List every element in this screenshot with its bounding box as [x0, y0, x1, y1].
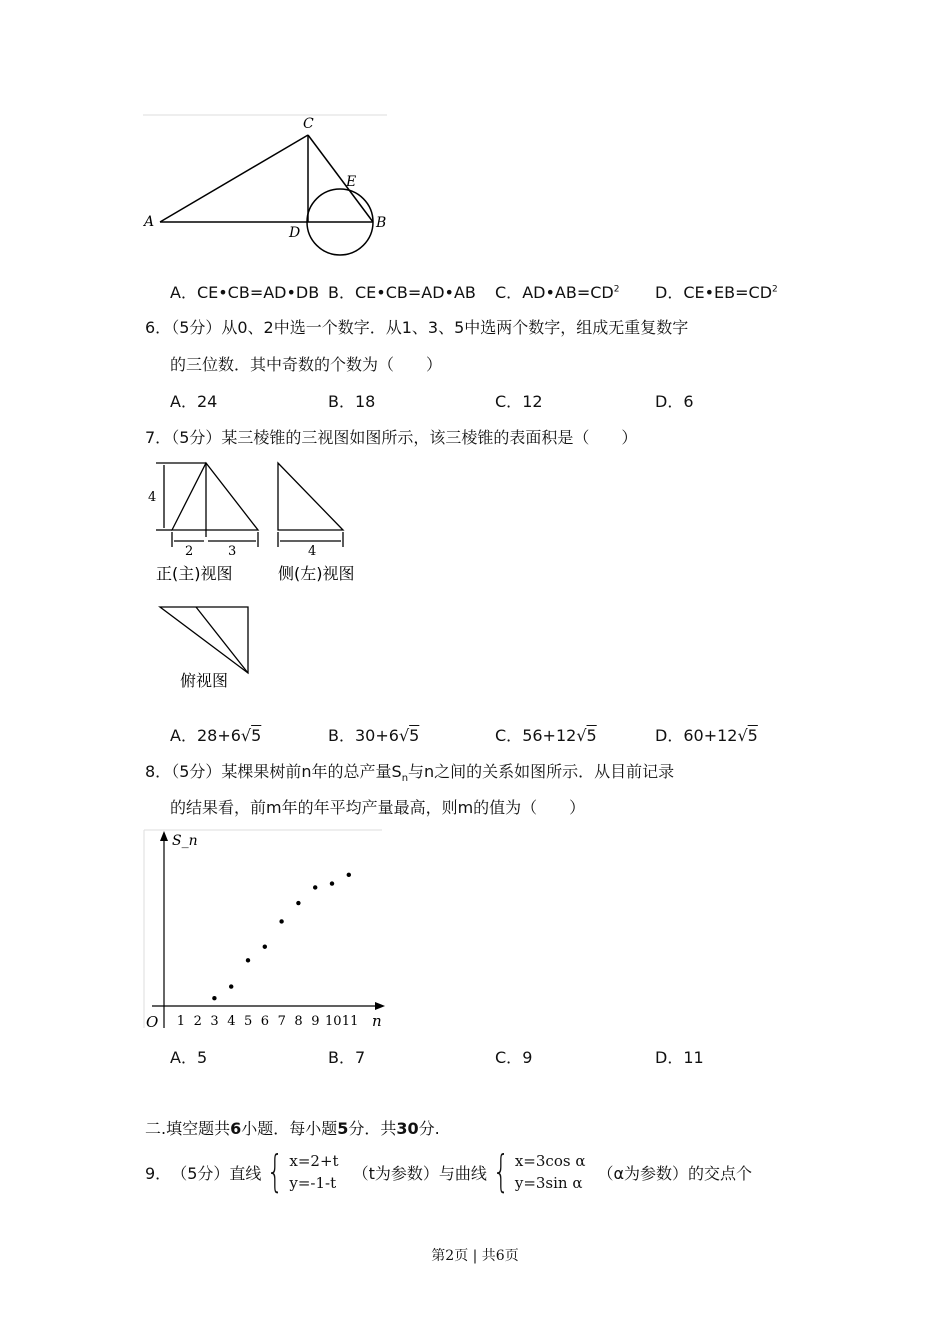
y-axis-arrow — [160, 831, 168, 841]
x-tick-label: 5 — [244, 1014, 253, 1029]
option-label: B． — [328, 1048, 355, 1067]
question-score: （5分） — [171, 318, 222, 337]
q8-scatter-chart — [140, 828, 390, 1033]
x-tick-label: 10 — [325, 1014, 342, 1029]
option-c[interactable] — [495, 280, 619, 303]
question-score: （5分） — [171, 1163, 230, 1183]
heading-num: 30 — [396, 1119, 419, 1138]
x-tick-label: 6 — [260, 1014, 270, 1029]
dim-side: 4 — [308, 544, 317, 559]
option-text: 18 — [354, 392, 376, 411]
heading-text: 分．共 — [348, 1119, 397, 1138]
radicand: 5 — [251, 726, 262, 745]
option-text: 11 — [683, 1048, 704, 1067]
heading-text: 分. — [418, 1119, 440, 1138]
option-text: 30+6 — [354, 726, 399, 745]
q6-stem-line2: 的三位数．其中奇数的个数为（ ） — [170, 355, 443, 374]
q5-geometry-figure — [140, 110, 390, 260]
option-text: AD•AB=CD — [522, 283, 614, 302]
q6-option-c[interactable] — [495, 389, 543, 412]
q6-option-b[interactable] — [328, 389, 375, 412]
x-tick-label: 3 — [210, 1014, 219, 1029]
heading-num: 6 — [230, 1119, 242, 1138]
q7-option-c[interactable]: C．56+12√5 — [495, 726, 597, 745]
option-label: A． — [170, 392, 197, 411]
curve-parametric-system: { x=3cos α y=3sin α — [492, 1146, 586, 1197]
q7-option-b[interactable]: B．30+6√5 — [328, 726, 420, 745]
data-point — [229, 984, 233, 988]
option-b[interactable] — [328, 280, 476, 303]
dim-right: 3 — [228, 544, 237, 559]
data-point — [279, 919, 283, 923]
label-D: D — [289, 225, 301, 241]
option-label: A． — [170, 726, 197, 745]
x-tick-label: 11 — [341, 1014, 359, 1029]
option-text: 28+6 — [196, 726, 241, 745]
question-text: 某三棱锥的三视图如图所示，该三棱锥的表面积是（ ） — [221, 428, 638, 447]
x-tick-label: 9 — [311, 1014, 320, 1029]
subscript: n — [401, 773, 409, 785]
option-text: CE•CB=AD•AB — [354, 283, 476, 302]
superscript: 2 — [772, 284, 778, 295]
caption-side-view: 侧(左)视图 — [278, 564, 355, 583]
x-tick-label: 7 — [277, 1014, 286, 1029]
origin-label: O — [146, 1013, 159, 1031]
label-C: C — [303, 116, 314, 132]
option-label: A． — [170, 283, 197, 302]
caption-top-view: 俯视图 — [180, 671, 229, 690]
data-point — [263, 945, 267, 949]
dim-height: 4 — [148, 490, 157, 505]
option-text: 7 — [354, 1048, 366, 1067]
option-text: 5 — [196, 1048, 208, 1067]
option-label: D． — [655, 1048, 684, 1067]
option-label: D． — [655, 392, 684, 411]
equation: x=2+t — [289, 1152, 339, 1170]
data-point — [347, 873, 351, 877]
x-tick-label: 8 — [294, 1014, 303, 1029]
question-text: 从0、2中选一个数字．从1、3、5中选两个数字，组成无重复数字 — [221, 318, 689, 337]
q8-option-a[interactable] — [170, 1045, 207, 1068]
option-label: B． — [328, 726, 355, 745]
option-label: C． — [495, 1048, 523, 1067]
question-number: 8． — [145, 762, 172, 781]
question-score: （5分） — [171, 762, 222, 781]
data-point — [246, 958, 250, 962]
question-number: 6． — [145, 318, 172, 337]
q8-stem-line1 — [145, 759, 674, 784]
equation: y=-1-t — [289, 1174, 337, 1192]
option-text: 6 — [683, 392, 694, 411]
equation: x=3cos α — [514, 1152, 586, 1170]
equation: y=3sin α — [514, 1174, 583, 1192]
option-label: C． — [495, 392, 523, 411]
line-parametric-system: { x=2+t y=-1-t — [266, 1146, 339, 1197]
q7-three-views-figure — [140, 455, 380, 695]
page-footer: 第2页 | 共6页 — [431, 1248, 519, 1264]
dim-left: 2 — [185, 544, 194, 559]
y-axis-label: S_n — [172, 833, 198, 849]
question-number: 9． — [145, 1163, 172, 1183]
q6-option-d[interactable] — [655, 389, 694, 412]
option-label: D． — [655, 726, 684, 745]
option-d[interactable] — [655, 280, 778, 303]
x-tick-label: 4 — [227, 1014, 236, 1029]
option-text: CE•CB=AD•DB — [196, 283, 320, 302]
section-heading — [145, 1116, 440, 1139]
heading-text: 二.填空题共 — [145, 1119, 231, 1138]
q7-option-a[interactable]: A．28+6√5 — [170, 726, 262, 745]
question-text: 某棵果树前n年的总产量S — [221, 762, 402, 781]
option-text: 12 — [522, 392, 543, 411]
q7-option-d[interactable]: D．60+12√5 — [655, 726, 758, 745]
label-B: B — [376, 215, 387, 231]
q8-option-b[interactable] — [328, 1045, 365, 1068]
label-A: A — [144, 214, 155, 230]
option-label: C． — [495, 726, 523, 745]
option-text: 56+12 — [522, 726, 577, 745]
question-text: 直线 — [229, 1163, 262, 1183]
question-number: 7． — [145, 428, 172, 447]
option-text: CE•EB=CD — [683, 283, 773, 302]
q8-stem-line2: 的结果看，前m年的年平均产量最高，则m的值为（ ） — [170, 798, 586, 817]
option-text: 24 — [196, 392, 218, 411]
question-text: 与n之间的关系如图所示．从目前记录 — [408, 762, 675, 781]
superscript: 2 — [613, 284, 620, 295]
option-text: 60+12 — [683, 726, 738, 745]
option-text: 9 — [522, 1048, 533, 1067]
q8-option-d[interactable] — [655, 1045, 704, 1068]
x-axis-label: n — [372, 1012, 382, 1030]
radicand: 5 — [586, 726, 597, 745]
question-text: （α为参数）的交点个 — [597, 1163, 753, 1183]
x-tick-label: 2 — [193, 1014, 202, 1029]
question-score: （5分） — [171, 428, 222, 447]
question-text: （t为参数）与曲线 — [352, 1163, 487, 1183]
data-point — [212, 996, 216, 1000]
heading-text: 小题．每小题 — [241, 1119, 338, 1138]
option-label: B． — [328, 392, 355, 411]
q8-option-c[interactable] — [495, 1045, 532, 1068]
option-label: B． — [328, 283, 355, 302]
option-label: A． — [170, 1048, 197, 1067]
data-point — [330, 881, 334, 885]
data-point — [296, 901, 300, 905]
q7-stem — [145, 425, 637, 448]
radicand: 5 — [747, 726, 758, 745]
x-axis-arrow — [375, 1002, 385, 1010]
q6-option-a[interactable] — [170, 389, 217, 412]
heading-num: 5 — [337, 1119, 349, 1138]
label-E: E — [346, 174, 357, 190]
radicand: 5 — [409, 726, 420, 745]
q9-stem — [145, 1146, 753, 1197]
x-tick-label: 1 — [176, 1014, 186, 1029]
q6-stem-line1 — [145, 315, 688, 338]
data-point — [313, 885, 317, 889]
option-label: C． — [495, 283, 523, 302]
option-label: D． — [655, 283, 684, 302]
option-a[interactable] — [170, 280, 319, 303]
caption-front-view: 正(主)视图 — [156, 564, 233, 583]
